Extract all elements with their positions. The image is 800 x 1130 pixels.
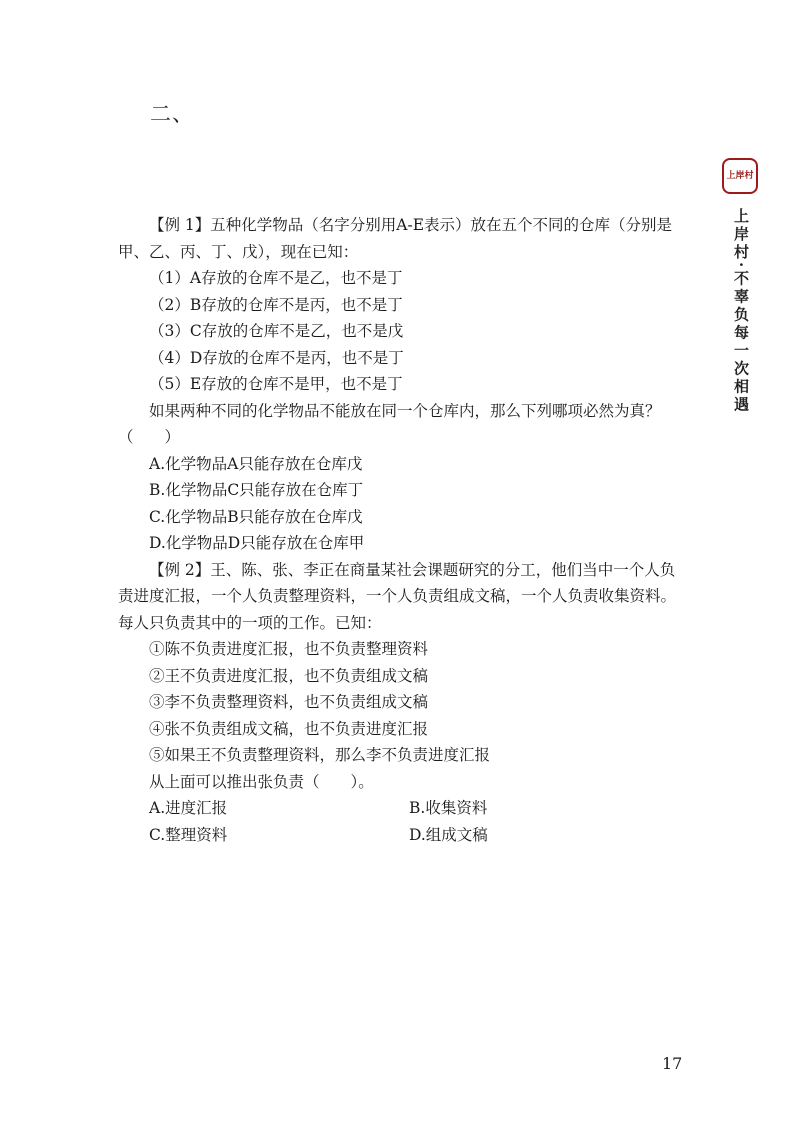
example2-option: D.组成文稿 [409,825,488,844]
example2-condition: ③李不负责整理资料，也不负责组成文稿 [149,693,429,711]
example1-condition: （5）E存放的仓库不是甲，也不是丁 [149,375,403,393]
example1-condition: （1）A存放的仓库不是乙，也不是丁 [149,269,403,287]
seal-text: 上岸村 [726,171,754,181]
vertical-brand-slogan: 上岸村·不辜负每一次相遇 [732,208,750,415]
example1-question: 如果两种不同的化学物品不能放在同一个仓库内，那么下列哪项必然为真？ [149,401,661,420]
example2-intro-line: 责进度汇报，一个人负责整理资料，一个人负责组成文稿，一个人负责收集资料。 [118,587,677,605]
example2-option: C.整理资料 [149,825,228,844]
example2-condition: ④张不负责组成文稿，也不负责进度汇报 [149,719,429,738]
example1-option: C.化学物品B只能存放在仓库戊 [149,507,363,526]
example2-question: 从上面可以推出张负责（ ）。 [149,772,374,791]
example2-condition: ⑤如果王不负责整理资料，那么李不负责进度汇报 [149,746,491,764]
example2-intro-line: 【例 2】王、陈、张、李正在商量某社会课题研究的分工，他们当中一个人负 [149,560,676,579]
example2-condition: ①陈不负责进度汇报，也不负责整理资料 [149,640,429,658]
example1-intro-line: 【例 1】五种化学物品（名字分别用A-E表示）放在五个不同的仓库（分别是 [149,216,673,234]
example1-intro-line: 甲、乙、丙、丁、戊），现在已知： [118,242,359,261]
brand-seal-logo [722,158,758,194]
example1-condition: （4）D存放的仓库不是丙，也不是丁 [149,348,404,367]
section-title: 二、 [150,102,194,126]
example1-answer-blank: （ ） [118,428,181,446]
example2-options-row [118,795,688,822]
example2-options-row [118,822,688,849]
example2-option: B.收集资料 [409,799,488,817]
example2-condition: ②王不负责进度汇报，也不负责组成文稿 [149,666,429,685]
example2-intro-line: 每人只负责其中的一项的工作。已知： [118,613,382,632]
example1-option: D.化学物品D只能存放在仓库甲 [149,534,365,552]
document-body [118,212,688,848]
example1-condition: （2）B存放的仓库不是丙，也不是丁 [149,295,403,314]
page-number: 17 [662,1054,683,1073]
example1-option: B.化学物品C只能存放在仓库丁 [149,481,364,499]
example1-option: A.化学物品A只能存放在仓库戊 [149,454,363,473]
example2-option: A.进度汇报 [149,799,228,817]
example1-condition: （3）C存放的仓库不是乙，也不是戊 [149,322,404,340]
